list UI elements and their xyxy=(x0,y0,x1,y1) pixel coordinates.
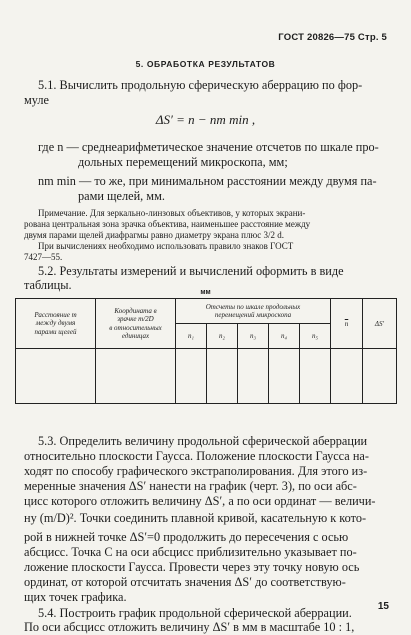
where-line-1: где n — среднеарифметическое значение отсчетов по шкале про- xyxy=(38,140,379,154)
paragraph-5-4-line-2: По оси абсцисс отложить величину ΔS′ в мм в масштабе 10 : 1, xyxy=(24,620,355,634)
paragraph-5-3-line-1: 5.3. Определить величину продольной сферической аберрации xyxy=(38,434,368,448)
document-header: ГОСТ 20826—75 Стр. 5 xyxy=(278,32,387,43)
where2-line-1: nm min — то же, при минимальном расстоянии между двумя па- xyxy=(38,174,377,188)
note-line-3: двумя парами щелей диафрагмы равно диаметру экрана плюс 3/2 d. xyxy=(24,230,284,240)
note-line-4: При вычислениях необходимо использовать правило знаков ГОСТ xyxy=(38,241,294,251)
paragraph-5-3-line-10: ординат, от которой отсчитать значения ΔS′ до соответствую- xyxy=(24,575,346,589)
paragraph-5-3-line-8: абсцисс. Точка С на оси абсцисс приблизительно указывает по- xyxy=(24,545,357,559)
header-n1: n₁ xyxy=(176,324,207,349)
paragraph-5-1-line-2: муле xyxy=(24,93,49,107)
header-n4: n₄ xyxy=(269,324,300,349)
paragraph-5-3-line-6: ну (m/D)². Точки соединить плавной кривой, касательную к кото- xyxy=(24,511,367,525)
paragraph-5-3-line-9: ложение плоскости Гаусса. Провести через эту точку новую ось xyxy=(24,560,360,574)
page-number: 15 xyxy=(377,601,389,612)
paragraph-5-4-line-1: 5.4. Построить график продольной сферической аберрации. xyxy=(38,606,352,620)
formula-delta-s xyxy=(0,112,411,128)
note-line-1: Примечание. Для зеркально-линзовых объективов, у которых экрани- xyxy=(38,208,306,218)
header-n-mean: $\overline{n}$ xyxy=(331,299,363,349)
paragraph-5-3-line-3: ходят по способу графического экстраполирования. Для этого из- xyxy=(24,464,368,478)
paragraph-5-3-line-7: рой в нижней точке ΔS′=0 продолжить до пересечения с осью xyxy=(24,530,349,544)
table-units: мм xyxy=(200,289,211,296)
where-line-2: дольных перемещений микроскопа, мм; xyxy=(78,155,288,169)
header-n3: n₃ xyxy=(238,324,269,349)
paragraph-5-3-line-5: цисс которого отложить величину ΔS′, а по оси ординат — величи- xyxy=(24,494,376,508)
paragraph-5-3-line-2: относительно плоскости Гаусса. Положение плоскости Гаусса на- xyxy=(24,449,369,463)
paragraph-5-3-line-11: щих точек графика. xyxy=(24,590,127,604)
header-distance-m: Расстояние m между двумя парами щелей xyxy=(16,299,96,349)
header-readings-group: Отсчеты по шкале продольных перемещений микроскопа xyxy=(176,299,331,324)
header-delta-s: ΔS′ xyxy=(363,299,397,349)
paragraph-5-2-line-2: таблицы. xyxy=(24,278,72,292)
where2-line-2: рами щелей, мм. xyxy=(78,189,165,203)
note-line-2: рована центральная зона зрачка объектива, наименьшее расстояние между xyxy=(24,219,311,229)
paragraph-5-2-line-1: 5.2. Результаты измерений и вычислений оформить в виде xyxy=(38,264,344,278)
formula-text: ΔS′ = n − nm min , xyxy=(155,112,256,127)
paragraph-5-3-line-4: меренные значения ΔS′ нанести на график (черт. 3), по оси абс- xyxy=(24,479,357,493)
note-line-5: 7427—55. xyxy=(24,252,63,262)
table-row xyxy=(16,349,397,404)
header-coordinate: Координата в зрачке m/2D в относительных единицах xyxy=(96,299,176,349)
paragraph-5-1-line-1: 5.1. Вычислить продольную сферическую аберрацию по фор- xyxy=(38,78,363,92)
section-title: 5. ОБРАБОТКА РЕЗУЛЬТАТОВ xyxy=(135,59,276,69)
results-table xyxy=(15,298,397,404)
header-n2: n₂ xyxy=(207,324,238,349)
header-n5: n₅ xyxy=(300,324,331,349)
